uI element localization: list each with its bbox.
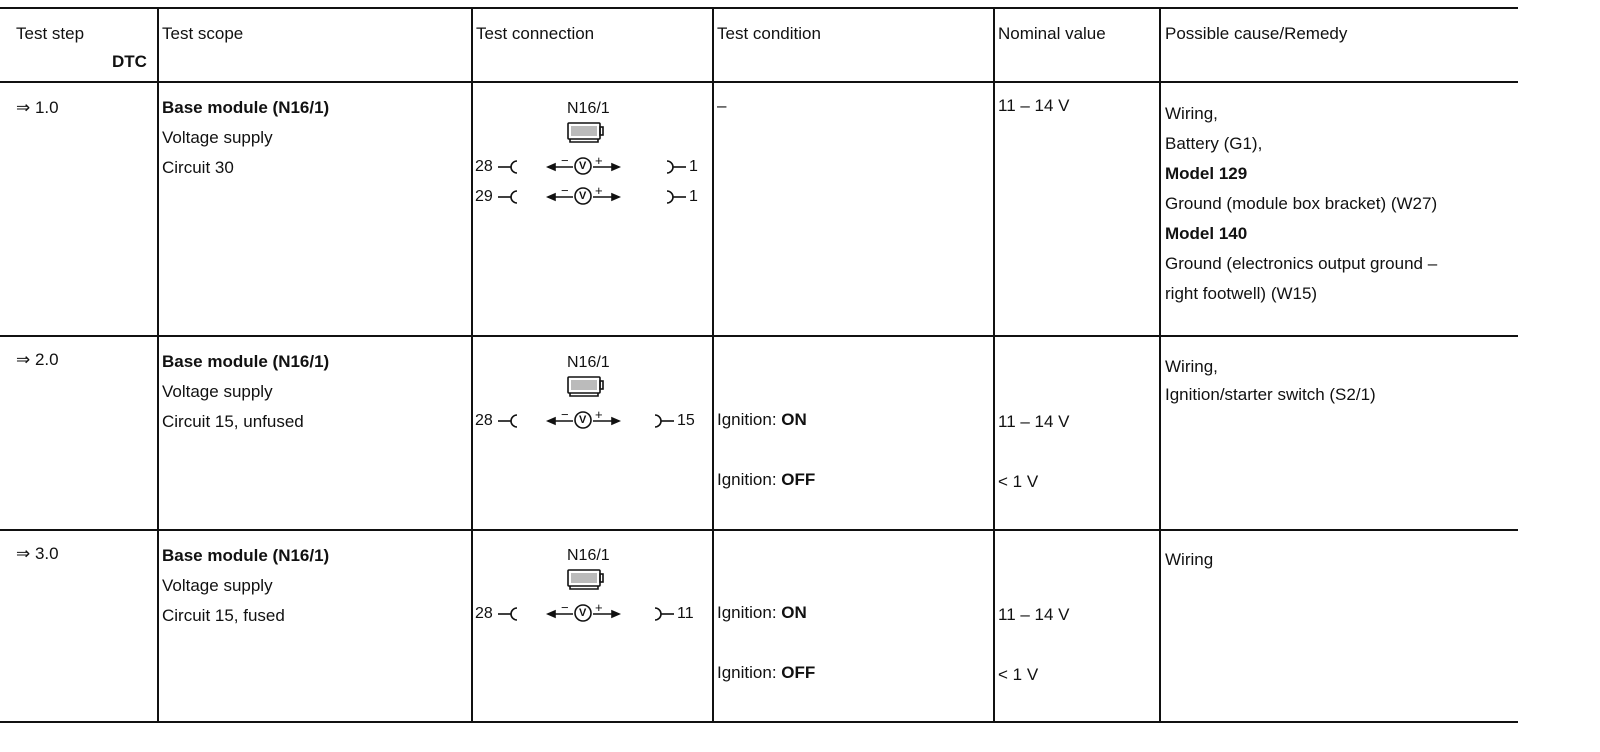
- row-1-condition: –: [717, 96, 727, 115]
- row-1-connection-diagram: [473, 94, 711, 214]
- pin-left: 28: [475, 158, 493, 175]
- cause-line: Wiring,: [1165, 104, 1218, 123]
- cause-model-heading: Model 129: [1165, 164, 1248, 183]
- header-test-condition: Test condition: [717, 24, 821, 43]
- meter-symbol: V: [579, 190, 587, 202]
- row-3-step: ⇒ 3.0: [16, 544, 59, 563]
- meter-row-2: [498, 188, 686, 204]
- cause-line: Ground (electronics output ground –: [1165, 254, 1438, 273]
- row-2-condition-on: [717, 410, 807, 430]
- pin-right: 15: [677, 412, 695, 429]
- cause-line: Ignition/starter switch (S2/1): [1165, 385, 1376, 404]
- row-2-scope-line1: Voltage supply: [162, 382, 273, 401]
- plus-sign: +: [595, 183, 603, 198]
- cause-line: Battery (G1),: [1165, 134, 1263, 153]
- condition-label: Ignition:: [717, 470, 782, 489]
- minus-sign: −: [561, 153, 569, 168]
- pin-left: 28: [475, 605, 493, 622]
- col-divider-5: [1159, 7, 1161, 723]
- module-label: N16/1: [567, 354, 610, 371]
- meter-symbol: V: [579, 160, 587, 172]
- condition-state: OFF: [781, 470, 816, 489]
- plus-sign: +: [595, 407, 603, 422]
- row-1-step: ⇒ 1.0: [16, 98, 59, 117]
- row-3-condition-on: [717, 603, 807, 623]
- row-3-scope-title: Base module (N16/1): [162, 546, 330, 565]
- plus-sign: +: [595, 153, 603, 168]
- row-2-bottom-rule: [0, 529, 1518, 531]
- row-2-scope-line2: Circuit 15, unfused: [162, 412, 304, 431]
- condition-label: Ignition:: [717, 663, 782, 682]
- row-3-nominal-on: 11 – 14 V: [998, 605, 1070, 624]
- header-test-connection: Test connection: [476, 24, 595, 43]
- pin-left: 28: [475, 412, 493, 429]
- col-divider-3: [712, 7, 714, 723]
- row-2-nominal-on: 11 – 14 V: [998, 412, 1070, 431]
- table-top-rule: [0, 7, 1518, 9]
- header-dtc: DTC: [112, 52, 147, 71]
- pin-left: 29: [475, 188, 493, 205]
- header-bottom-rule: [0, 81, 1518, 83]
- row-2-scope-title: Base module (N16/1): [162, 352, 330, 371]
- table-bottom-rule: [0, 721, 1518, 723]
- row-3-nominal-off: < 1 V: [998, 665, 1039, 684]
- minus-sign: −: [561, 600, 569, 615]
- row-3-condition-off: [717, 663, 815, 683]
- row-3-scope-line2: Circuit 15, fused: [162, 606, 285, 625]
- row-1-bottom-rule: [0, 335, 1518, 337]
- row-1-scope-title: Base module (N16/1): [162, 98, 330, 117]
- pin-right: 1: [689, 158, 698, 175]
- cause-line: Wiring,: [1165, 357, 1218, 376]
- plus-sign: +: [595, 600, 603, 615]
- col-divider-4: [993, 7, 995, 723]
- meter-symbol: V: [579, 607, 587, 619]
- module-label: N16/1: [567, 547, 610, 564]
- row-3-connection-diagram: [473, 541, 711, 661]
- header-nominal-value: Nominal value: [998, 24, 1106, 43]
- condition-label: Ignition:: [717, 410, 782, 429]
- condition-state: ON: [781, 410, 807, 429]
- row-2-connection-svg: [473, 348, 711, 468]
- connector-icon: [568, 123, 603, 142]
- cause-line: right footwell) (W15): [1165, 284, 1318, 303]
- row-1-connection-svg: [473, 94, 711, 214]
- minus-sign: −: [561, 183, 569, 198]
- connector-icon: [568, 377, 603, 396]
- cause-line: Ground (module box bracket) (W27): [1165, 194, 1438, 213]
- meter-symbol: V: [579, 414, 587, 426]
- row-2-condition-off: [717, 470, 815, 490]
- condition-label: Ignition:: [717, 603, 782, 622]
- module-label: N16/1: [567, 100, 610, 117]
- row-1-scope-line1: Voltage supply: [162, 128, 273, 147]
- connector-icon: [568, 570, 603, 589]
- pin-right: 11: [677, 605, 694, 622]
- row-3-scope-line1: Voltage supply: [162, 576, 273, 595]
- header-test-scope: Test scope: [162, 24, 244, 43]
- condition-state: ON: [781, 603, 807, 622]
- header-possible-cause: Possible cause/Remedy: [1165, 24, 1348, 43]
- minus-sign: −: [561, 407, 569, 422]
- cause-line: Wiring: [1165, 550, 1214, 569]
- row-1-nominal: 11 – 14 V: [998, 96, 1070, 115]
- row-2-step: ⇒ 2.0: [16, 350, 59, 369]
- row-2-connection-diagram: [473, 348, 711, 468]
- cause-model-heading: Model 140: [1165, 224, 1248, 243]
- row-2-nominal-off: < 1 V: [998, 472, 1039, 491]
- row-1-scope-line2: Circuit 30: [162, 158, 234, 177]
- row-3-connection-svg: [473, 541, 711, 661]
- meter-row-1: [498, 158, 686, 174]
- condition-state: OFF: [781, 663, 816, 682]
- header-test-step: Test step: [16, 24, 85, 43]
- pin-right: 1: [689, 188, 698, 205]
- col-divider-1: [157, 7, 159, 723]
